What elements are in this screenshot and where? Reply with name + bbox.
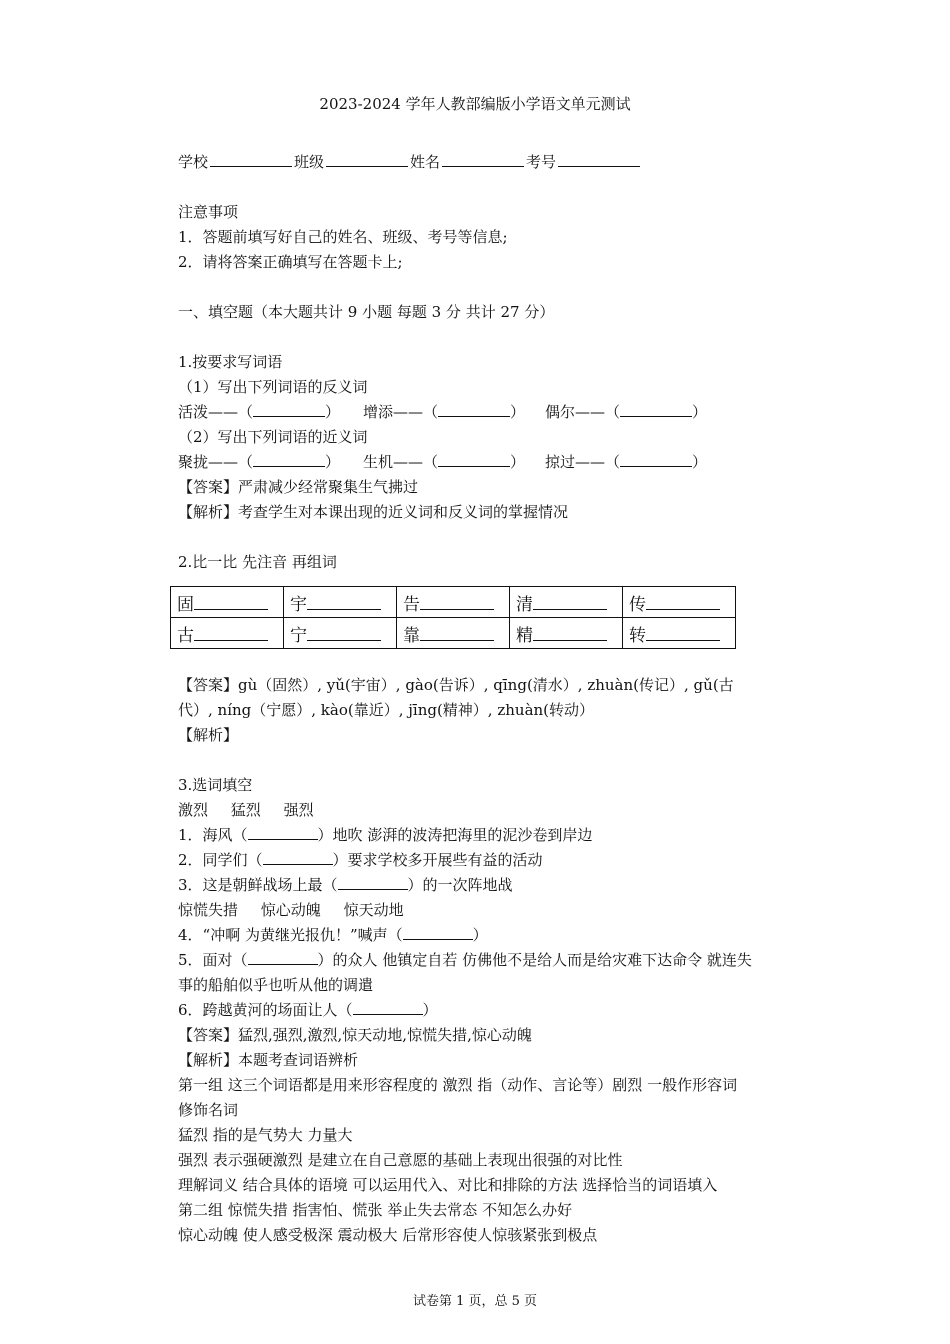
- synonym-word: 聚拢——（: [178, 453, 254, 471]
- answer-blank[interactable]: [253, 400, 325, 417]
- answer-blank[interactable]: [253, 450, 325, 467]
- exam-no-label: 考号: [526, 153, 557, 171]
- question-title: 1.按要求写词语: [178, 353, 283, 371]
- word-choices: [178, 798, 798, 823]
- antonym-word: 偶尔——（: [545, 403, 621, 421]
- answer-blank[interactable]: [438, 450, 510, 467]
- school-blank[interactable]: [210, 150, 292, 167]
- class-label: 班级: [294, 153, 325, 171]
- answer-blank[interactable]: [403, 923, 473, 940]
- exam-no-blank[interactable]: [558, 150, 640, 167]
- notice-item: 2．请将答案正确填写在答题卡上;: [178, 253, 403, 271]
- student-info-row: [178, 150, 798, 175]
- table-cell[interactable]: 清: [510, 587, 623, 618]
- word-choice: 惊心动魄: [260, 901, 321, 919]
- table-cell[interactable]: 固: [171, 587, 284, 618]
- answer-blank[interactable]: [620, 450, 692, 467]
- synonym-row: 聚拢——（ ） 生机——（ ） 掠过——（ ）: [178, 450, 798, 475]
- table-cell[interactable]: 靠: [397, 618, 510, 649]
- analysis-paragraph: 理解词义 结合具体的语境 可以运用代入、对比和排除的方法 选择恰当的词语填入: [178, 1176, 718, 1194]
- fill-sentence: 3．这是朝鲜战场上最（ ）的一次阵地战: [178, 873, 798, 898]
- word-choice: 惊天动地: [343, 901, 404, 919]
- question-subtitle: （2）写出下列词语的近义词: [178, 428, 368, 446]
- question-title: 3.选词填空: [178, 776, 253, 794]
- answer-blank[interactable]: [438, 400, 510, 417]
- table-cell[interactable]: 传: [623, 587, 736, 618]
- table-row: [171, 618, 736, 649]
- analysis-text: 【解析】: [178, 726, 239, 744]
- name-label: 姓名: [410, 153, 441, 171]
- answer-blank[interactable]: [353, 998, 423, 1015]
- word-choice: 强烈: [283, 801, 314, 819]
- antonym-word: 活泼——（: [178, 403, 254, 421]
- answer-text-continued: 代）, níng（宁愿）, kào(靠近）, jīng(精神）, zhuàn(转动）: [178, 701, 595, 719]
- analysis-paragraph: 惊心动魄 使人感受极深 震动极大 后常形容使人惊骇紧张到极点: [178, 1226, 598, 1244]
- school-label: 学校: [178, 153, 209, 171]
- answer-text: 【答案】猛烈,强烈,激烈,惊天动地,惊慌失措,惊心动魄: [178, 1026, 532, 1044]
- answer-blank[interactable]: [248, 823, 318, 840]
- answer-blank[interactable]: [338, 873, 408, 890]
- character-table: [170, 586, 736, 649]
- table-row: [171, 587, 736, 618]
- table-cell[interactable]: 精: [510, 618, 623, 649]
- answer-text: 【答案】严肃减少经常聚集生气拂过: [178, 478, 419, 496]
- analysis-paragraph: 第二组 惊慌失措 指害怕、慌张 举止失去常态 不知怎么办好: [178, 1201, 573, 1219]
- table-cell[interactable]: 转: [623, 618, 736, 649]
- answer-blank[interactable]: [620, 400, 692, 417]
- analysis-text: 【解析】本题考查词语辨析: [178, 1051, 359, 1069]
- question-title: 2.比一比 先注音 再组词: [178, 553, 337, 571]
- fill-sentence: 1．海风（ ）地吹 澎湃的波涛把海里的泥沙卷到岸边: [178, 823, 798, 848]
- word-choices: [178, 898, 798, 923]
- fill-sentence: 2．同学们（ ）要求学校多开展些有益的活动: [178, 848, 798, 873]
- fill-sentence: 6．跨越黄河的场面让人（ ）: [178, 998, 798, 1023]
- answer-text: 【答案】gù（固然）, yǔ(宇宙）, gào(告诉）, qīng(清水）, zhuàn(传记）, gǔ(古: [178, 676, 734, 694]
- fill-sentence: 4．“冲啊 为黄继光报仇！”喊声（ ）: [178, 923, 798, 948]
- word-choice: 激烈: [178, 801, 209, 819]
- exam-content: [178, 150, 798, 1248]
- fill-sentence-continued: 事的船舶似乎也听从他的调遣: [178, 976, 374, 994]
- question-subtitle: （1）写出下列词语的反义词: [178, 378, 368, 396]
- word-choice: 猛烈: [230, 801, 261, 819]
- page-footer: 试卷第 1 页，总 5 页: [412, 1294, 538, 1309]
- analysis-paragraph-continued: 修饰名词: [178, 1101, 239, 1119]
- fill-sentence: 5．面对（ ）的众人 他镇定自若 仿佛他不是给人而是给灾难下达命令 就连失: [178, 948, 798, 973]
- analysis-paragraph: 第一组 这三个词语都是用来形容程度的 激烈 指（动作、言论等）剧烈 一般作形容词: [178, 1076, 738, 1094]
- antonym-row: 活泼——（ ） 增添——（ ） 偶尔——（ ）: [178, 400, 798, 425]
- synonym-word: 掠过——（: [545, 453, 621, 471]
- name-blank[interactable]: [442, 150, 524, 167]
- analysis-text: 【解析】考查学生对本课出现的近义词和反义词的掌握情况: [178, 503, 569, 521]
- notice-heading: 注意事项: [178, 203, 239, 221]
- answer-blank[interactable]: [263, 848, 333, 865]
- answer-blank[interactable]: [248, 948, 318, 965]
- word-choice: 惊慌失措: [178, 901, 239, 919]
- section-heading: 一、填空题（本大题共计 9 小题 每题 3 分 共计 27 分）: [178, 303, 555, 321]
- analysis-paragraph: 强烈 表示强硬激烈 是建立在自己意愿的基础上表现出很强的对比性: [178, 1151, 623, 1169]
- table-cell[interactable]: 宁: [284, 618, 397, 649]
- table-cell[interactable]: 告: [397, 587, 510, 618]
- table-cell[interactable]: 宇: [284, 587, 397, 618]
- analysis-paragraph: 猛烈 指的是气势大 力量大: [178, 1126, 353, 1144]
- table-cell[interactable]: 古: [171, 618, 284, 649]
- class-blank[interactable]: [326, 150, 408, 167]
- synonym-word: 生机——（: [363, 453, 439, 471]
- antonym-word: 增添——（: [363, 403, 439, 421]
- notice-item: 1．答题前填写好自己的姓名、班级、考号等信息;: [178, 228, 508, 246]
- page-title: 2023-2024 学年人教部编版小学语文单元测试: [319, 95, 631, 113]
